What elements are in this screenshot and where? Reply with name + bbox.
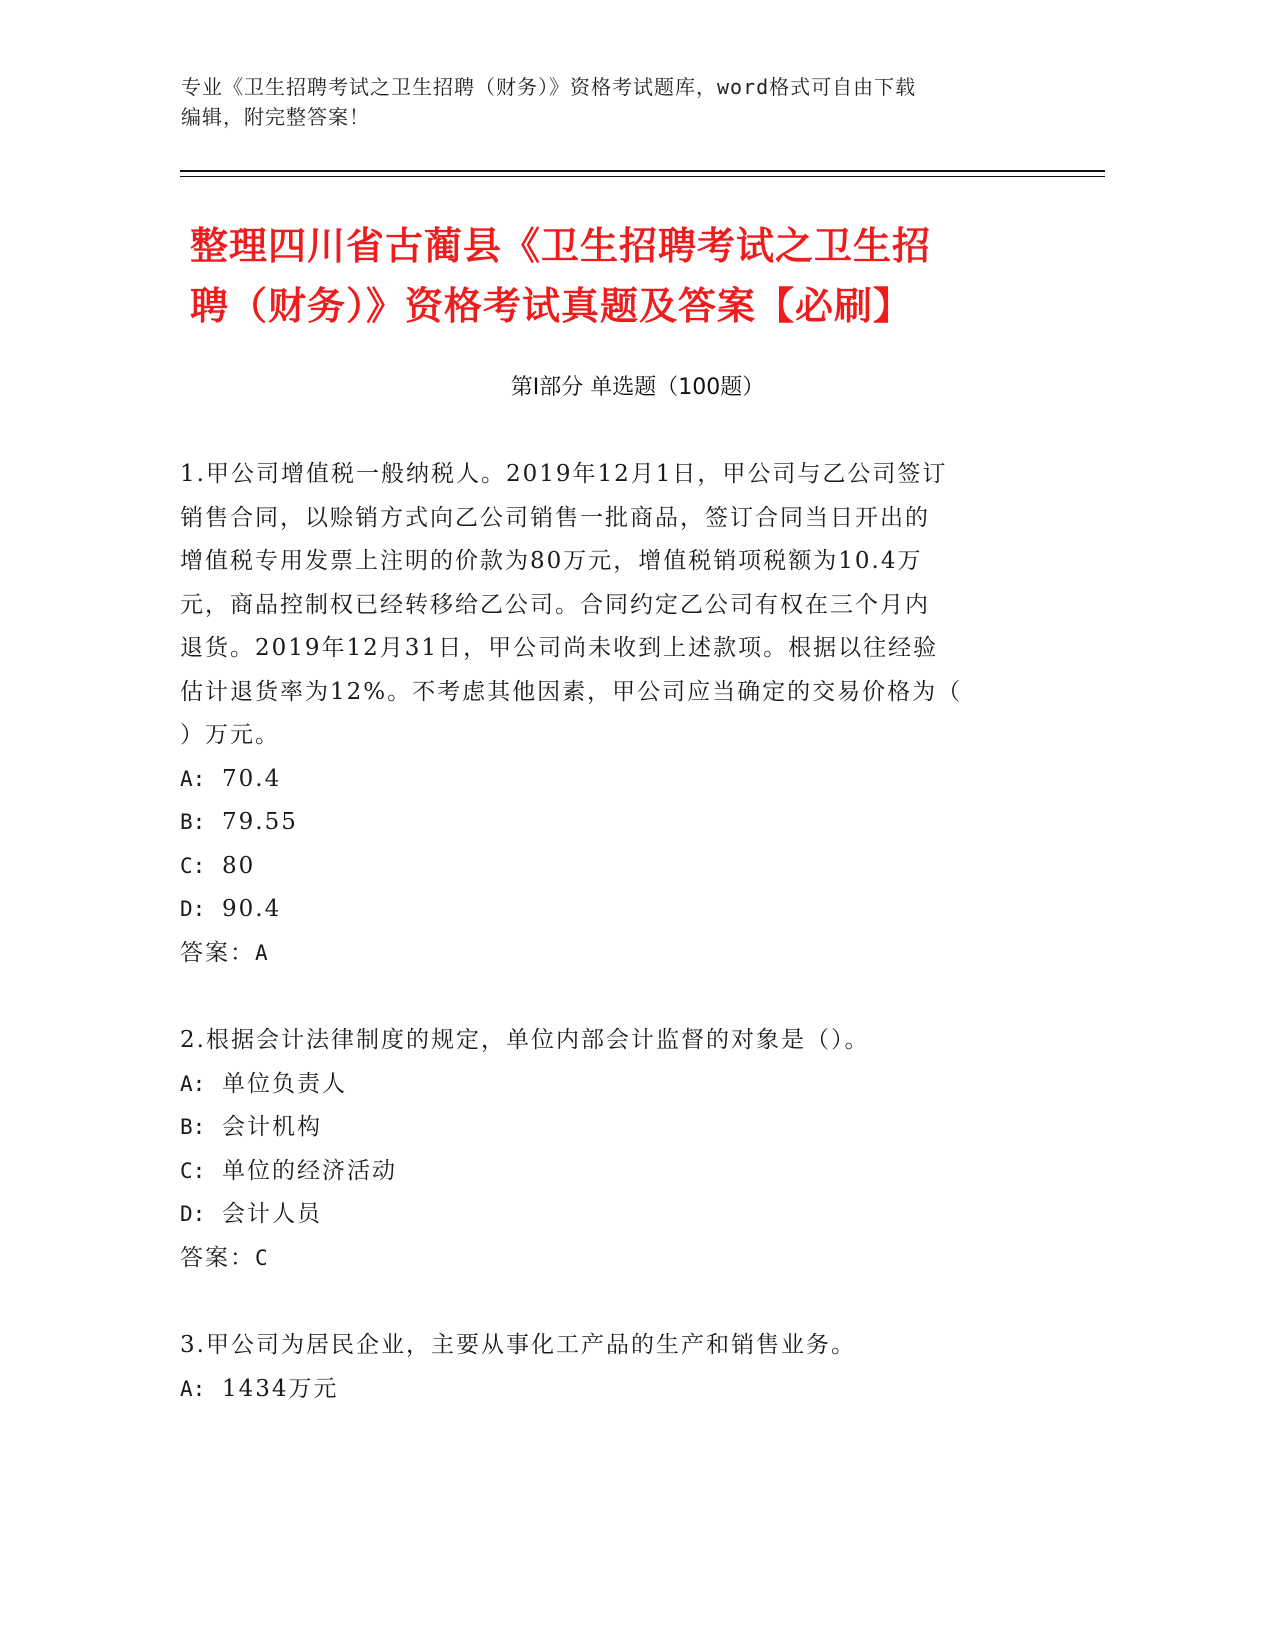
option-text: 79.55: [222, 809, 298, 835]
stem-line: 估计退货率为12%。不考虑其他因素，甲公司应当确定的交易价格为（: [180, 678, 963, 705]
answer-line: [180, 1237, 1040, 1281]
option-text: 1434万元: [222, 1375, 339, 1402]
option-text: 单位的经济活动: [222, 1157, 397, 1184]
answer-label: 答案：: [180, 1244, 255, 1271]
option-letter: D:: [180, 897, 206, 921]
stem-line: 退货。2019年12月31日，甲公司尚未收到上述款项。根据以往经验: [180, 635, 939, 661]
option-letter: A:: [180, 766, 206, 791]
option-letter: A:: [180, 1071, 206, 1096]
question-3-stem: [180, 1324, 1040, 1368]
stem-line: 元，商品控制权已经转移给乙公司。合同约定乙公司有权在三个月内: [180, 591, 930, 618]
question-1-stem: [180, 453, 1040, 758]
header-divider-thick: [180, 170, 1105, 172]
option-letter: B:: [180, 1115, 206, 1139]
option-text: 会计人员: [222, 1201, 322, 1227]
header-divider-thin: [180, 176, 1105, 177]
option-text: 单位负责人: [222, 1070, 347, 1097]
option-a: [180, 1063, 1040, 1107]
option-a: [180, 758, 1040, 802]
option-c: [180, 1150, 1040, 1194]
header-note: [181, 72, 1041, 132]
section-title: 第Ⅰ部分 单选题（100题）: [510, 375, 765, 400]
option-letter: B:: [180, 810, 206, 834]
stem-line: 销售合同，以赊销方式向乙公司销售一批商品，签订合同当日开出的: [180, 504, 930, 531]
option-text: 会计机构: [222, 1114, 322, 1140]
header-note-line-1: 专业《卫生招聘考试之卫生招聘（财务）》资格考试题库，word格式可自由下载: [181, 75, 917, 99]
document-title: [190, 216, 1090, 336]
document-title-line-1: 整理四川省古蔺县《卫生招聘考试之卫生招: [190, 224, 932, 268]
answer-value: C: [255, 1245, 268, 1270]
question-2: [180, 1019, 1040, 1280]
option-text: 70.4: [222, 765, 282, 792]
stem-line: 3.甲公司为居民企业，主要从事化工产品的生产和销售业务。: [180, 1332, 856, 1358]
stem-line: 1.甲公司增值税一般纳税人。2019年12月1日，甲公司与乙公司签订: [180, 461, 948, 487]
question-1: [180, 453, 1040, 975]
option-letter: C:: [180, 853, 206, 878]
option-d: [180, 1193, 1040, 1237]
option-letter: C:: [180, 1158, 206, 1183]
stem-line: ）万元。: [180, 722, 280, 748]
option-d: [180, 888, 1040, 932]
option-letter: D:: [180, 1202, 206, 1226]
question-3: [180, 1324, 1040, 1411]
answer-label: 答案：: [180, 939, 255, 966]
option-text: 90.4: [222, 896, 282, 922]
document-title-line-2: 聘（财务）》资格考试真题及答案【必刷】: [190, 284, 913, 328]
header-note-line-2: 编辑，附完整答案！: [181, 105, 370, 129]
stem-line: 2.根据会计法律制度的规定，单位内部会计监督的对象是（）。: [180, 1027, 870, 1053]
option-b: [180, 1106, 1040, 1150]
option-b: [180, 801, 1040, 845]
answer-value: A: [255, 940, 268, 965]
question-2-stem: [180, 1019, 1040, 1063]
stem-line: 增值税专用发票上注明的价款为80万元，增值税销项税额为10.4万: [180, 548, 923, 574]
option-text: 80: [222, 852, 256, 879]
option-a: [180, 1368, 1040, 1412]
option-letter: A:: [180, 1376, 206, 1401]
answer-line: [180, 932, 1040, 976]
option-c: [180, 845, 1040, 889]
